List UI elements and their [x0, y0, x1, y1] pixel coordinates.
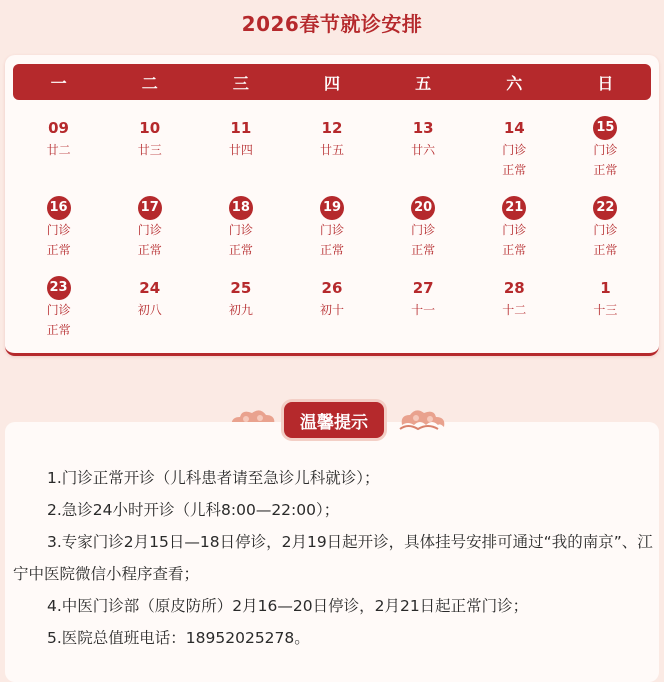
calendar-day-cell — [378, 105, 469, 185]
calendar-day-cell — [286, 265, 377, 345]
weekday-thu: 四 — [323, 73, 340, 93]
calendar-day-cell — [560, 185, 651, 265]
calendar-day-cell — [378, 185, 469, 265]
day-number: 24 — [139, 279, 161, 297]
day-note: 正常 — [593, 243, 618, 257]
day-number: 11 — [230, 119, 252, 137]
day-note: 初八 — [137, 303, 162, 317]
day-number: 1 — [600, 279, 611, 297]
day-note: 廿三 — [137, 143, 162, 157]
day-number: 17 — [138, 196, 162, 220]
tip-item: 4.中医门诊部（原皮防所）2月16—20日停诊，2月21日起正常门诊； — [47, 597, 529, 615]
day-note: 正常 — [502, 243, 527, 257]
day-note: 门诊 — [137, 223, 162, 237]
day-note: 门诊 — [502, 143, 527, 157]
day-note: 廿五 — [319, 143, 344, 157]
tip-item: 2.急诊24小时开诊（儿科8:00—22:00）； — [47, 501, 340, 519]
weekday-sat: 六 — [506, 73, 523, 93]
calendar-day-cell — [469, 105, 560, 185]
calendar-day-cell — [469, 185, 560, 265]
day-number: 09 — [48, 119, 69, 137]
day-note: 正常 — [137, 243, 162, 257]
calendar-day-cell — [286, 105, 377, 185]
tip-item: 3.专家门诊2月15日—18日停诊，2月19日起开诊，具体挂号安排可通过“我的南京”、江宁中医院微信小程序查看； — [13, 533, 653, 583]
calendar-day-cell — [560, 265, 651, 345]
day-number: 12 — [321, 119, 343, 137]
day-note: 门诊 — [593, 223, 618, 237]
calendar-day-cell — [286, 185, 377, 265]
tips-list — [13, 462, 653, 654]
day-number: 16 — [47, 196, 71, 220]
day-note: 门诊 — [46, 223, 71, 237]
day-number: 27 — [412, 279, 434, 297]
weekday-fri: 五 — [415, 73, 432, 93]
day-note: 正常 — [319, 243, 344, 257]
day-note: 正常 — [46, 243, 71, 257]
day-number: 23 — [47, 276, 71, 300]
tips-badge: 温馨提示 — [284, 402, 384, 438]
day-note: 门诊 — [319, 223, 344, 237]
day-note: 初十 — [319, 303, 344, 317]
weekday-sun: 日 — [597, 73, 614, 93]
calendar-day-cell — [104, 265, 195, 345]
day-number: 13 — [412, 119, 434, 137]
day-number: 25 — [230, 279, 252, 297]
day-note: 十二 — [502, 303, 527, 317]
calendar-day-cell — [195, 265, 286, 345]
day-number: 18 — [229, 196, 253, 220]
day-note: 十一 — [411, 303, 436, 317]
calendar-day-cell — [469, 265, 560, 345]
day-note: 十三 — [593, 303, 618, 317]
day-note: 门诊 — [502, 223, 527, 237]
page-title: 2026春节就诊安排 — [241, 12, 423, 36]
day-note: 正常 — [593, 163, 618, 177]
weekday-tue: 二 — [141, 73, 158, 93]
calendar-card — [5, 55, 659, 356]
weekday-wed: 三 — [232, 73, 249, 93]
calendar-day-cell — [195, 105, 286, 185]
day-number: 22 — [593, 196, 617, 220]
day-note: 廿四 — [228, 143, 253, 157]
calendar-day-cell — [560, 105, 651, 185]
day-note: 门诊 — [46, 303, 71, 317]
day-number: 19 — [320, 196, 344, 220]
day-note: 初九 — [228, 303, 253, 317]
day-note: 正常 — [502, 163, 527, 177]
day-note: 正常 — [46, 323, 71, 337]
day-note: 廿二 — [46, 143, 71, 157]
calendar-day-cell — [13, 185, 104, 265]
day-note: 门诊 — [593, 143, 618, 157]
day-note: 廿六 — [411, 143, 436, 157]
calendar-day-cell — [104, 185, 195, 265]
calendar-day-cell — [13, 105, 104, 185]
day-number: 20 — [411, 196, 435, 220]
calendar-day-cell — [378, 265, 469, 345]
day-number: 26 — [321, 279, 343, 297]
calendar-day-cell — [195, 185, 286, 265]
day-number: 14 — [503, 119, 525, 137]
calendar-day-cell — [13, 265, 104, 345]
weekday-header — [13, 64, 651, 100]
day-number: 21 — [502, 196, 526, 220]
day-note: 正常 — [411, 243, 436, 257]
cloud-ornament-icon — [398, 405, 448, 437]
tip-item: 1.门诊正常开诊（儿科患者请至急诊儿科就诊）； — [47, 469, 380, 487]
tip-item: 5.医院总值班电话：18952025278。 — [47, 629, 310, 647]
day-number: 28 — [503, 279, 525, 297]
calendar-grid — [13, 105, 651, 345]
calendar-day-cell — [104, 105, 195, 185]
day-number: 10 — [139, 119, 161, 137]
weekday-mon: 一 — [50, 73, 67, 93]
day-note: 门诊 — [411, 223, 436, 237]
day-note: 正常 — [228, 243, 253, 257]
day-number: 15 — [593, 116, 617, 140]
day-note: 门诊 — [228, 223, 253, 237]
